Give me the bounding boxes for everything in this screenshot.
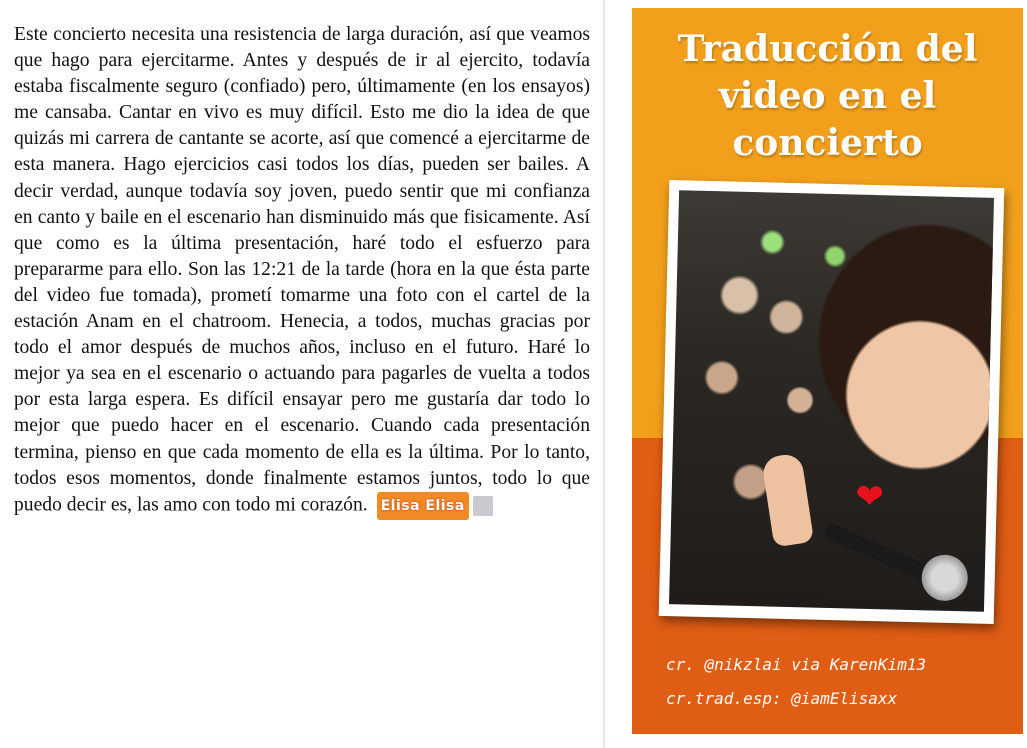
source-credit: cr. @nikzlai via KarenKim13 xyxy=(666,655,927,674)
cover-card xyxy=(632,8,1023,734)
translation-body: Este concierto necesita una resistencia de larga duración, así que veamos que hago para ejercitarme. Antes y después de ir al ejercito, todavía estaba fiscalmente seguro (confiado) pero, últimamente (en los ensayos) me cansaba. Cantar en vivo es muy difícil. Esto me dio la idea de que quizás mi carrera de cantante se acorte, así que comencé a ejercitarme de esta manera. Hago ejercicios casi todos los días, pueden ser bailes. A decir verdad, aunque todavía soy joven, puedo sentir que mi confianza en canto y baile en el escenario han disminuido más que fisicamente. Así que como es la última presentación, haré todo el esfuerzo para prepararme para ello. Son las 12:21 de la tarde (hora en la que ésta parte del video fue tomada), prometí tomarme una foto con el cartel de la estación Anam en el chatroom. Henecia, a todos, muchas gracias por todo el amor después de muchos años, incluso en el futuro. Haré lo mejor ya sea en el escenario o actuando para pagarles de vuelta a todos por esta larga espera. Es difícil ensayar pero me gustaría dar todo lo mejor que puedo hacer en el escenario. Cuando cada presentación termina, pienso en que cada momento de ella es la última. Por lo tanto, todos esos momentos, donde finalmente estamos juntos, todo lo que puedo decir es, las amo con todo mi corazón. xyxy=(14,24,590,516)
cover-title xyxy=(632,26,1023,167)
cover-page xyxy=(605,0,1027,748)
translation-text xyxy=(14,22,590,520)
photo-frame xyxy=(659,180,1005,624)
translation-credit: cr.trad.esp: @iamElisaxx xyxy=(666,689,898,708)
concert-selfie-photo xyxy=(669,190,994,612)
signature-stamp: Elisa Elisa xyxy=(377,492,469,520)
title-line-2: video en el xyxy=(718,75,937,117)
heart-icon: ❤ xyxy=(854,476,885,518)
peace-sign-hand xyxy=(761,452,814,547)
microphone-icon xyxy=(921,554,968,601)
title-line-3: concierto xyxy=(732,122,923,164)
blurred-mark xyxy=(473,496,493,516)
title-line-1: Traducción del xyxy=(677,28,978,70)
